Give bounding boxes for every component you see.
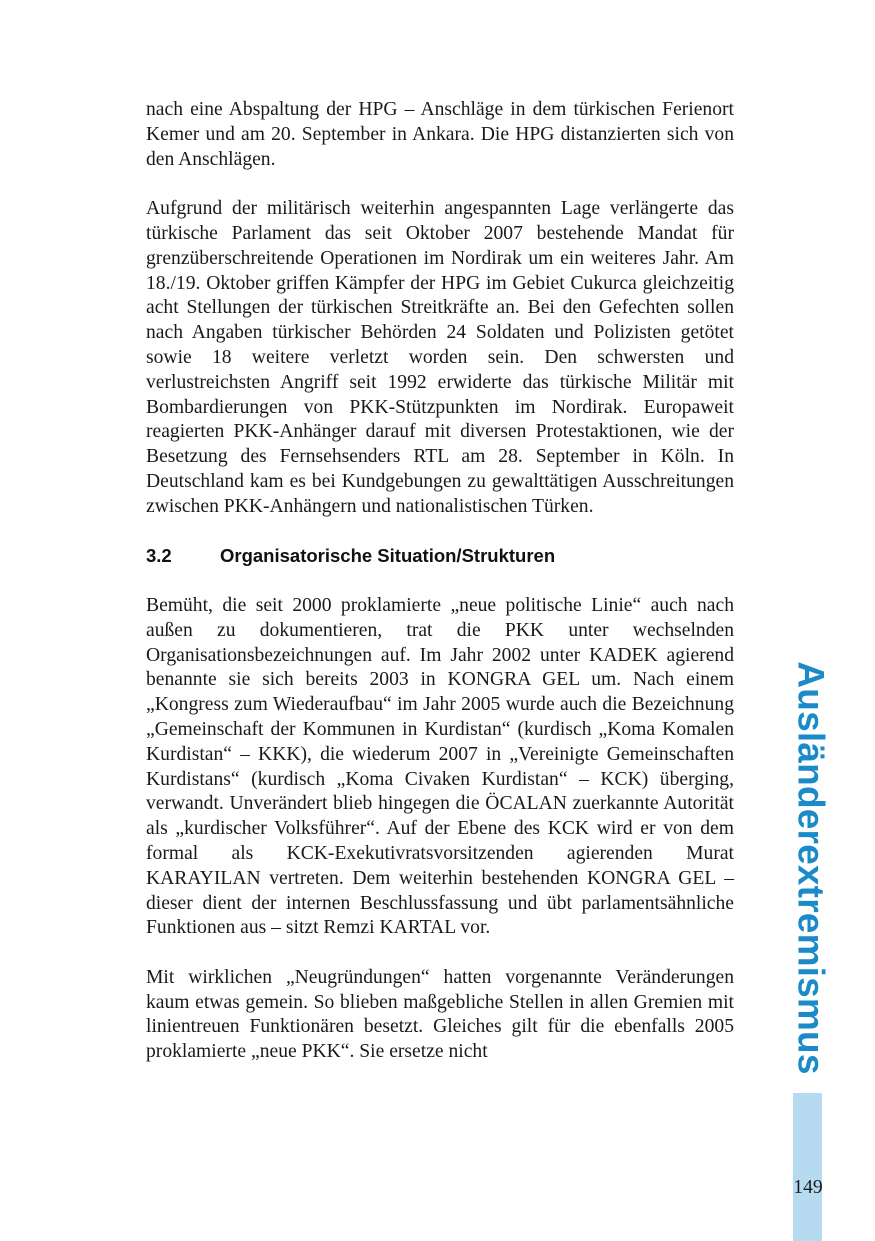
chapter-side-title-text: Ausländerextremismus	[791, 660, 833, 1075]
body-paragraph: Mit wirklichen „Neugründungen“ hatten vorgenannte Veränderungen kaum etwas gemein. So blieben maßgebliche Stellen in allen Gremien mit linientreuen Funktionären besetzt. Gleiches gilt für die ebenfalls 2005 proklamierte „neue PKK“. Sie ersetze nicht	[146, 966, 734, 1063]
body-paragraph: nach eine Abspaltung der HPG – Anschläge in dem türkischen Ferienort Kemer und am 20. September in Ankara. Die HPG distanzierten sich von den Anschlägen.	[146, 99, 734, 170]
main-text-column	[146, 98, 734, 1065]
chapter-side-title	[788, 660, 834, 1075]
body-paragraph: Aufgrund der militärisch weiterhin angespannten Lage verlängerte das türkische Parlament das seit Oktober 2007 bestehende Mandat für grenzüberschreitende Operationen im Nordirak um ein weiteres Jahr. Am 18./19. Oktober griffen Kämpfer der HPG im Gebiet Cukurca gleichzeitig acht Stellungen der türkischen Streitkräfte an. Bei den Gefechten sollen nach Angaben türkischer Behörden 24 Soldaten und Polizisten getötet sowie 18 weitere verletzt worden sein. Den schwersten und verlustreichsten Angriff seit 1992 erwiderte das türkische Militär mit Bombardierungen von PKK-Stützpunkten im Nordirak. Europaweit reagierten PKK-Anhänger darauf mit diversen Protestaktionen, wie der Besetzung des Fernsehsenders RTL am 28. September in Köln. In Deutschland kam es bei Kundgebungen zu gewalttätigen Ausschreitungen zwischen PKK-Anhängern und nationalistischen Türken.	[146, 198, 734, 517]
section-title: Organisatorische Situation/Strukturen	[220, 545, 556, 567]
page-number: 149	[793, 1177, 823, 1198]
section-number: 3.2	[146, 545, 172, 567]
section-heading	[146, 544, 734, 569]
chapter-page-tab	[793, 1093, 822, 1241]
body-paragraph: Bemüht, die seit 2000 proklamierte „neue politische Linie“ auch nach außen zu dokumentieren, trat die PKK unter wechselnden Organisationsbezeichnungen auf. Im Jahr 2002 unter KADEK agierend benannte sie sich bereits 2003 in KONGRA GEL um. Nach einem „Kongress zum Wiederaufbau“ im Jahr 2005 wurde auch die Bezeichnung „Gemeinschaft der Kommunen in Kurdistan“ (kurdisch „Koma Komalen Kurdistan“ – KKK), die wiederum 2007 in „Vereinigte Gemeinschaften Kurdistans“ (kurdisch „Koma Civaken Kurdistan“ – KCK) überging, verwandt. Unverändert blieb hingegen die ÖCALAN zuerkannte Autorität als „kurdischer Volksführer“. Auf der Ebene des KCK wird er von dem formal als KCK-Exekutivratsvorsitzenden agierenden Murat KARAYILAN vertreten. Dem weiterhin bestehenden KONGRA GEL – dieser dient der internen Beschlussfassung und übt parlamentsähnliche Funktionen aus – sitzt Remzi KARTAL vor.	[146, 594, 734, 939]
